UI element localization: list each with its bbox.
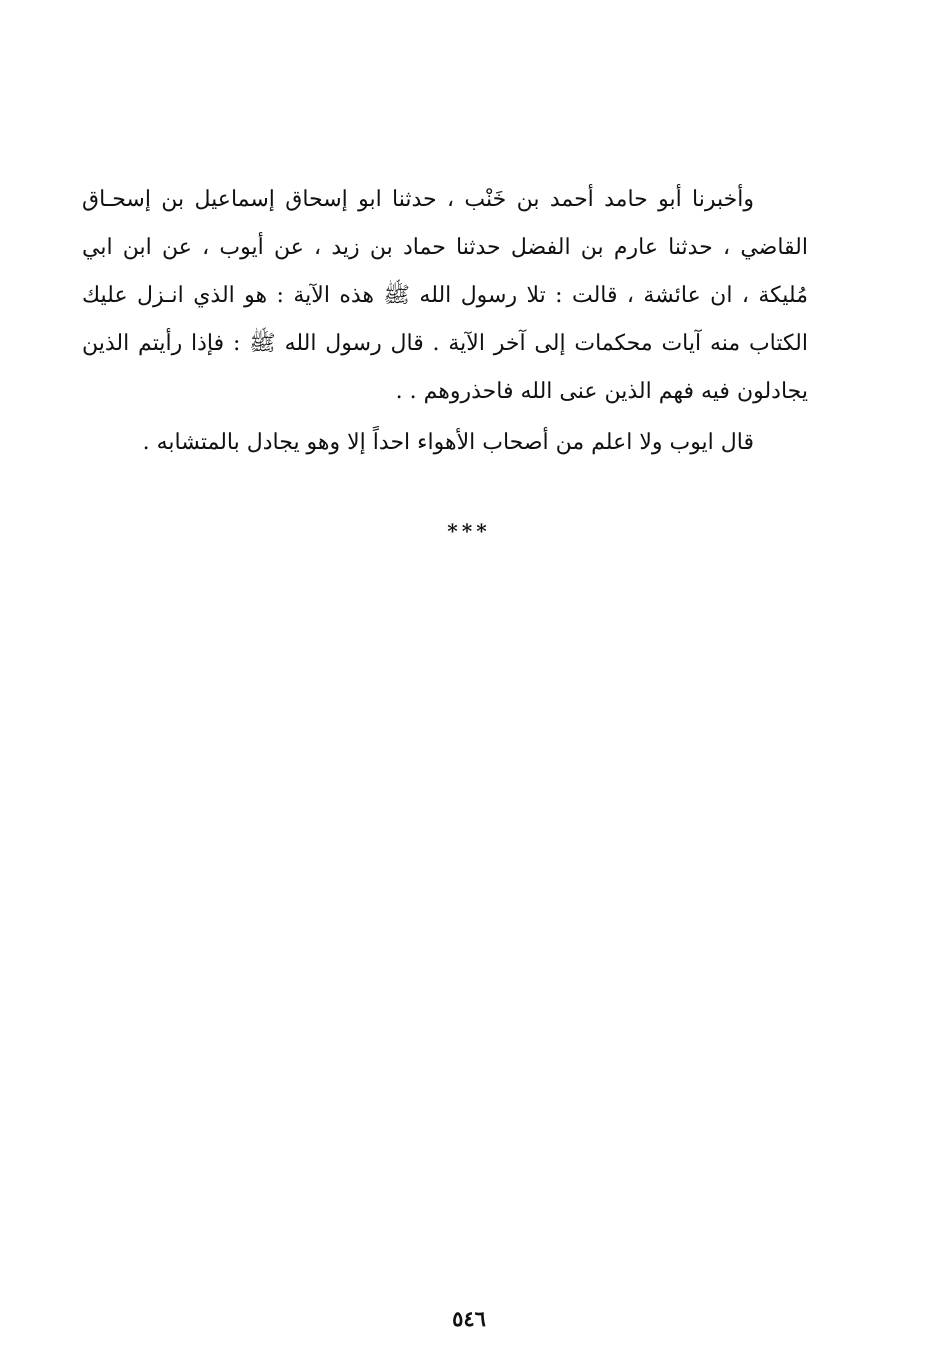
section-separator: ***: [447, 519, 491, 543]
paragraph-line: وأخبرنا أبو حامد أحمد بن خَنْب ، حدثنا ابو إسحاق إسماعيل بن إسحـاق: [82, 187, 754, 212]
page-number: ٥٤٦: [452, 1306, 486, 1331]
paragraph-line: القاضي ، حدثنا عارم بن الفضل حدثنا حماد بن زيد ، عن أيوب ، عن ابن ابي: [82, 235, 808, 260]
paragraph-line: مُليكة ، ان عائشة ، قالت : تلا رسول الله ﷺ هذه الآية : هو الذي انـزل عليك: [82, 283, 808, 308]
paragraph-line: يجادلون فيه فهم الذين عنى الله فاحذروهم . .: [395, 379, 808, 404]
paragraph-line: الكتاب منه آيات محكمات إلى آخر الآية . قال رسول الله ﷺ : فإذا رأيتم الذين: [82, 331, 808, 356]
paragraph-2: [82, 419, 808, 467]
paragraph-1: [82, 176, 808, 416]
paragraph-line: قال ايوب ولا اعلم من أصحاب الأهواء احداً إلا وهو يجادل بالمتشابه .: [142, 430, 754, 455]
